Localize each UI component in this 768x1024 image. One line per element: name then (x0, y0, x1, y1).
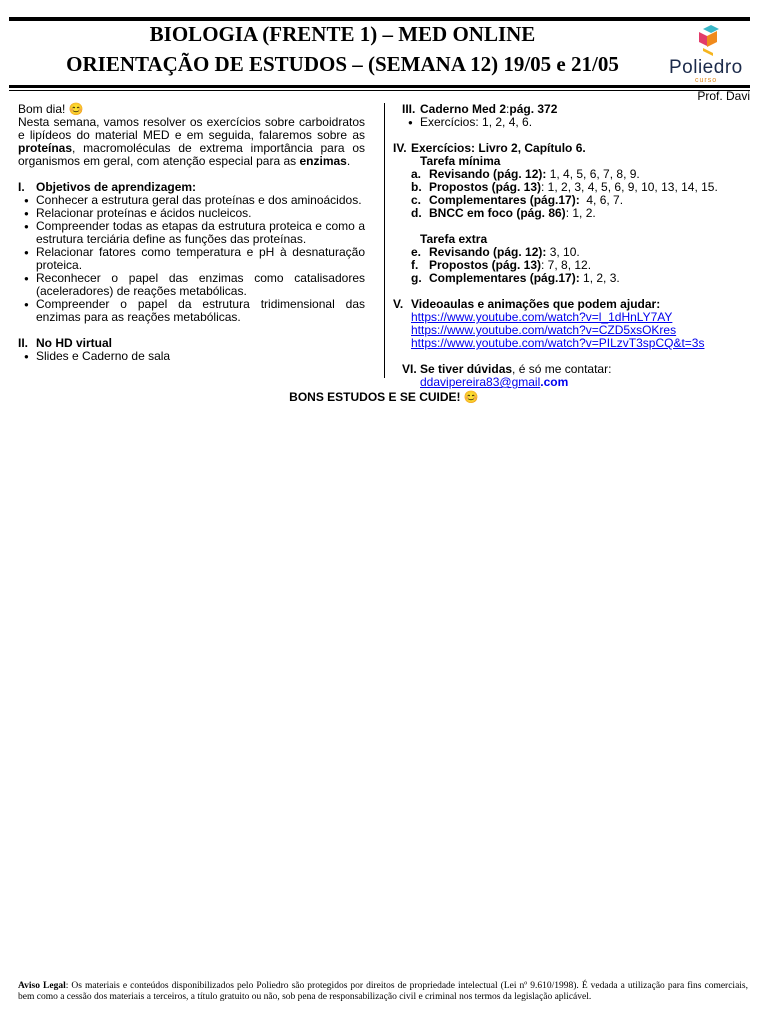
item-letter: a. (411, 167, 422, 181)
caderno-list (393, 116, 753, 129)
section-number: VI. (402, 362, 417, 376)
item-value: : 1, 2, 3, 4, 5, 6, 9, 10, 13, 14, 15. (541, 180, 718, 194)
poliedro-cube-icon (667, 22, 749, 58)
closing-message: BONS ESTUDOS E SE CUIDE! 😊 (289, 390, 479, 404)
section-number: III. (402, 102, 416, 116)
item-label: Propostos (pág. 13) (429, 180, 542, 194)
video-link-3[interactable]: https://www.youtube.com/watch?v=PILzvT3spCQ&t=3s (411, 336, 705, 350)
separator: : (506, 102, 510, 116)
section-title: Caderno Med 2 (420, 102, 507, 116)
item-value: : 1, 2. (565, 206, 596, 220)
column-divider (384, 103, 385, 378)
video-link-2[interactable]: https://www.youtube.com/watch?v=CZD5xsOKres (411, 323, 677, 337)
page-subtitle: ORIENTAÇÃO DE ESTUDOS – (SEMANA 12) 19/05 e 21/05 (66, 52, 619, 76)
item-letter: c. (411, 193, 422, 207)
intro-paragraph (18, 116, 365, 168)
section-title: Videoaulas e animações que podem ajudar: (411, 297, 661, 311)
list-item: ● Compreender todas as etapas da estrutura proteica e como a estrutura terciária define as funções das proteínas. (18, 220, 365, 246)
video-link-1[interactable]: https://www.youtube.com/watch?v=l_1dHnLY7AY (411, 310, 673, 324)
intro-keyword-enzimas: enzimas (299, 154, 347, 168)
exercise-item (393, 272, 753, 285)
section-title: Objetivos de aprendizagem: (36, 180, 197, 194)
email-link[interactable]: ddavipereira83@gmail (420, 375, 541, 389)
item-value: 4, 6, 7. (579, 193, 624, 207)
logo-wordmark: Poliedro (669, 57, 743, 78)
section-page: pág. 372 (509, 102, 558, 116)
section-number: V. (393, 297, 404, 311)
legal-label: Aviso Legal (18, 981, 66, 991)
list-item: ● Reconhecer o papel das enzimas como catalisadores (aceleradores) de reações metabólicas. (18, 272, 365, 298)
list-item: ● Exercícios: 1, 2, 4, 6. (402, 116, 753, 129)
list-item: ● Compreender o papel da estrutura tridimensional das enzimas para as reações metabólicas. (18, 298, 365, 324)
item-letter: d. (411, 206, 422, 220)
item-value: : 7, 8, 12. (541, 258, 592, 272)
greeting: Bom dia! 😊 (18, 102, 84, 116)
list-item: ● Relacionar proteínas e ácidos nucleicos. (18, 207, 365, 220)
item-label: Complementares (pág.17): (429, 193, 580, 207)
section-number: IV. (393, 141, 407, 155)
item-letter: b. (411, 180, 422, 194)
contact-text: , é só me contatar: (512, 362, 612, 376)
tarefa-minima-heading: Tarefa mínima (420, 154, 501, 168)
section-contact (393, 363, 753, 389)
hd-list (18, 350, 365, 363)
logo-subtext: curso (695, 77, 718, 84)
item-value: 3, 10. (546, 245, 580, 259)
item-value: 1, 2, 3. (579, 271, 620, 285)
legal-notice (18, 981, 748, 1003)
section-number: I. (18, 180, 25, 194)
intro-text: Nesta semana, vamos resolver os exercícios sobre carboidratos e lipídeos do material MED e em seguida, falaremos sobre as (18, 115, 365, 142)
right-column (393, 103, 753, 389)
header-top-rule (9, 17, 750, 21)
section-title: Exercícios: Livro 2, Capítulo 6. (411, 141, 586, 155)
legal-text: : Os materiais e conteúdos disponibilizados pelo Poliedro são protegidos por direitos de propriedade intelectual (Lei nº 9.610/1998). É vedada a utilização para fins comerciais, bem como a cessão dos materiais a terceiros, a título gratuito ou não, sob pena de responsabilização civil e criminal nos termos da legislação aplicável. (18, 981, 749, 1002)
header-bottom-rule-thin (9, 90, 750, 91)
item-letter: e. (411, 245, 422, 259)
section-number: II. (18, 336, 29, 350)
intro-text: , macromoléculas de extrema importância para os organismos em geral, com atenção especial para as (18, 141, 365, 168)
header-bottom-rule (9, 85, 750, 88)
poliedro-logo (667, 22, 749, 86)
item-letter: f. (411, 258, 419, 272)
list-item: ● Relacionar fatores como temperatura e pH à desnaturação proteica. (18, 246, 365, 272)
email-tail: .com (540, 375, 569, 389)
exercise-item (393, 207, 753, 220)
item-value: 1, 4, 5, 6, 7, 8, 9. (546, 167, 640, 181)
item-label: Revisando (pág. 12): (429, 245, 547, 259)
list-item: ● Conhecer a estrutura geral das proteínas e dos aminoácidos. (18, 194, 365, 207)
item-label: Propostos (pág. 13) (429, 258, 542, 272)
intro-keyword-proteinas: proteínas (18, 141, 73, 155)
item-label: Revisando (pág. 12): (429, 167, 547, 181)
section-title: Se tiver dúvidas (420, 362, 513, 376)
section-title: No HD virtual (36, 336, 113, 350)
intro-text: . (346, 154, 351, 168)
list-item: ● Slides e Caderno de sala (18, 350, 365, 363)
professor-name: Prof. Davi (697, 89, 750, 103)
item-label: BNCC em foco (pág. 86) (429, 206, 566, 220)
objectives-list (18, 194, 365, 324)
item-letter: g. (411, 271, 422, 285)
page-title: BIOLOGIA (FRENTE 1) – MED ONLINE (149, 22, 536, 46)
tarefa-extra-heading: Tarefa extra (420, 232, 488, 246)
item-label: Complementares (pág.17): (429, 271, 580, 285)
left-column (18, 103, 365, 363)
